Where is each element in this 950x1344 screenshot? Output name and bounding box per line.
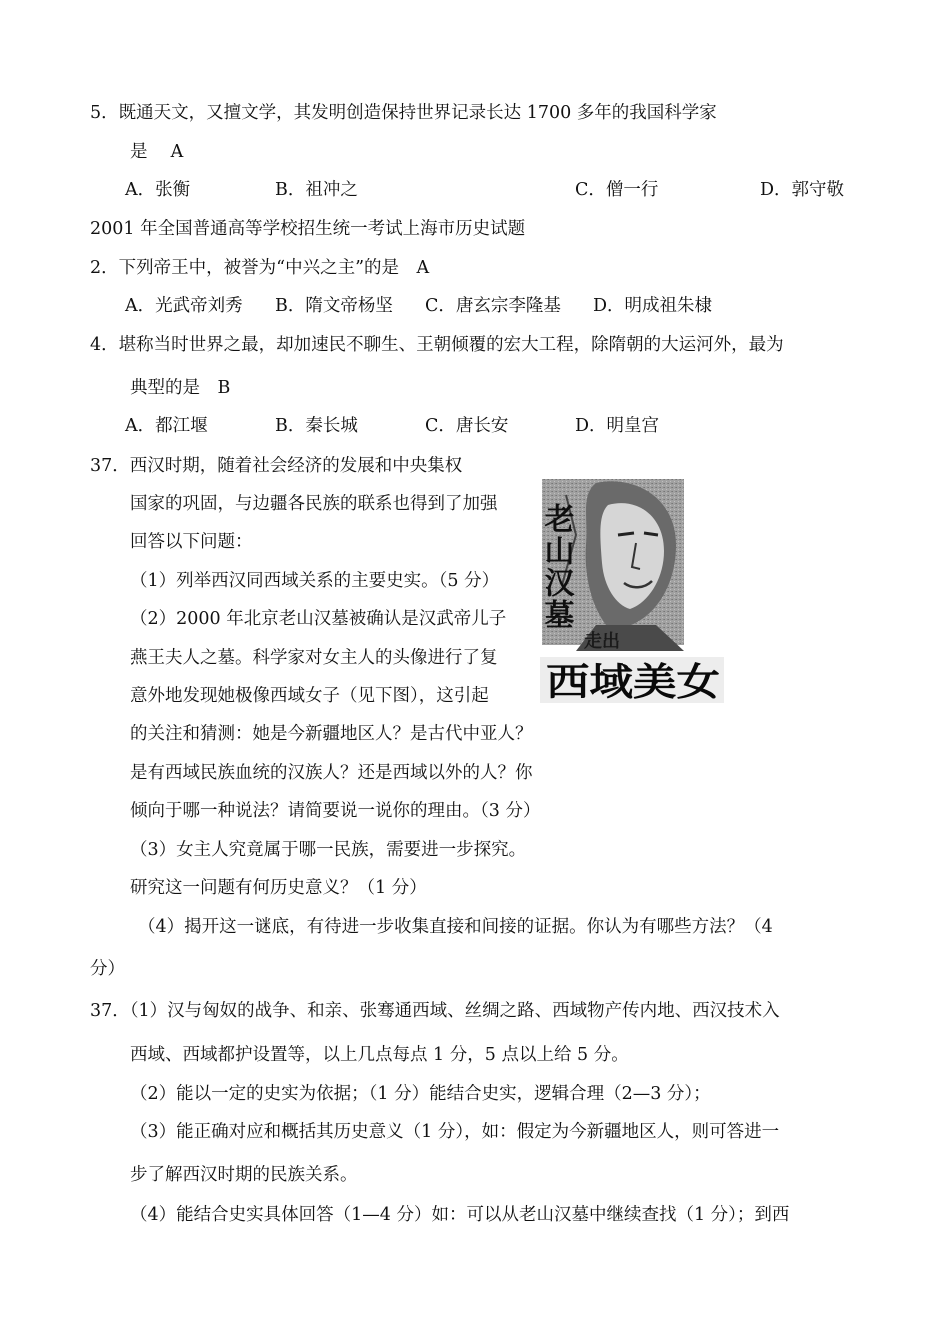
q2-option-a: A．光武帝刘秀 xyxy=(125,296,243,316)
answer37-line-6: （4）能结合史实具体回答（1—4 分）如：可以从老山汉墓中继续查找（1 分）；到西 xyxy=(130,1205,790,1225)
q5-option-c: C．僧一行 xyxy=(575,180,659,200)
q5-option-b: B．祖冲之 xyxy=(275,180,358,200)
q2-option-c: C．唐玄宗李隆基 xyxy=(425,296,561,316)
q37-sub-2-line-3: 意外地发现她极像西域女子（见下图），这引起 xyxy=(130,686,489,706)
q5-answer-line: 是 A xyxy=(130,142,184,162)
q37-sub-2-line-4: 的关注和猜测：她是今新疆地区人？是古代中亚人？ xyxy=(130,724,533,744)
q4-option-c: C．唐长安 xyxy=(425,416,509,436)
q5-option-d: D．郭守敬 xyxy=(760,180,845,200)
q37-line-3: 回答以下问题： xyxy=(130,532,253,552)
answer37-line-4: （3）能正确对应和概括其历史意义（1 分），如：假定为今新疆地区人，则可答进一 xyxy=(130,1122,780,1142)
q5-option-a: A．张衡 xyxy=(125,180,191,200)
q37-sub-4-line-2: 分） xyxy=(90,959,125,979)
exam-title: 2001 年全国普通高等学校招生统一考试上海市历史试题 xyxy=(90,219,526,239)
q2-stem: 2．下列帝王中，被誉为“中兴之主”的是 A xyxy=(90,258,430,278)
q2-option-b: B．隋文帝杨坚 xyxy=(275,296,393,316)
figure-banner-text: 西域美女 xyxy=(546,660,720,704)
q4-option-a: A．都江堰 xyxy=(125,416,208,436)
q2-option-d: D．明成祖朱棣 xyxy=(593,296,713,316)
answer37-line-2: 西域、西域都护设置等，以上几点每点 1 分，5 点以上给 5 分。 xyxy=(130,1045,629,1065)
q37-sub-1: （1）列举西汉同西域关系的主要史实。（5 分） xyxy=(130,571,500,591)
q37-sub-2-line-2: 燕王夫人之墓。科学家对女主人的头像进行了复 xyxy=(130,648,498,668)
figure-vertical-title: 老山汉墓 xyxy=(538,503,574,631)
answer37-line-5: 步了解西汉时期的民族关系。 xyxy=(130,1165,358,1185)
q37-sub-2-line-5: 是有西域民族血统的汉族人？还是西域以外的人？你 xyxy=(130,763,533,783)
q5-stem: 5．既通天文，又擅文学，其发明创造保持世界记录长达 1700 多年的我国科学家 xyxy=(90,103,717,123)
q4-option-b: B．秦长城 xyxy=(275,416,358,436)
answer37-line-3: （2）能以一定的史实为依据；（1 分）能结合史实，逻辑合理（2—3 分）； xyxy=(130,1084,711,1104)
q4-answer-line: 典型的是 B xyxy=(130,378,231,398)
q37-line-2: 国家的巩固，与边疆各民族的联系也得到了加强 xyxy=(130,494,498,514)
q37-sub-2-line-6: 倾向于哪一种说法？请简要说一说你的理由。（3 分） xyxy=(130,801,541,821)
answer37-line-1: 37．（1）汉与匈奴的战争、和亲、张骞通西域、丝绸之路、西域物产传内地、西汉技术入 xyxy=(90,1001,780,1021)
q37-sub-4-line-1: （4）揭开这一谜底，有待进一步收集直接和间接的证据。你认为有哪些方法？（4 xyxy=(138,917,773,937)
q4-stem: 4．堪称当时世界之最，却加速民不聊生、王朝倾覆的宏大工程，除隋朝的大运河外，最为 xyxy=(90,335,784,355)
q37-sub-2-line-1: （2）2000 年北京老山汉墓被确认是汉武帝儿子 xyxy=(130,609,507,629)
figure-small-text: 走出 xyxy=(584,631,620,652)
q37-line-1: 37．西汉时期，随着社会经济的发展和中央集权 xyxy=(90,456,463,476)
q37-sub-3-line-1: （3）女主人究竟属于哪一民族，需要进一步探究。 xyxy=(130,840,527,860)
q37-sub-3-line-2: 研究这一问题有何历史意义？（1 分） xyxy=(130,878,427,898)
q4-option-d: D．明皇宫 xyxy=(575,416,660,436)
newspaper-clipping-figure xyxy=(536,475,726,707)
